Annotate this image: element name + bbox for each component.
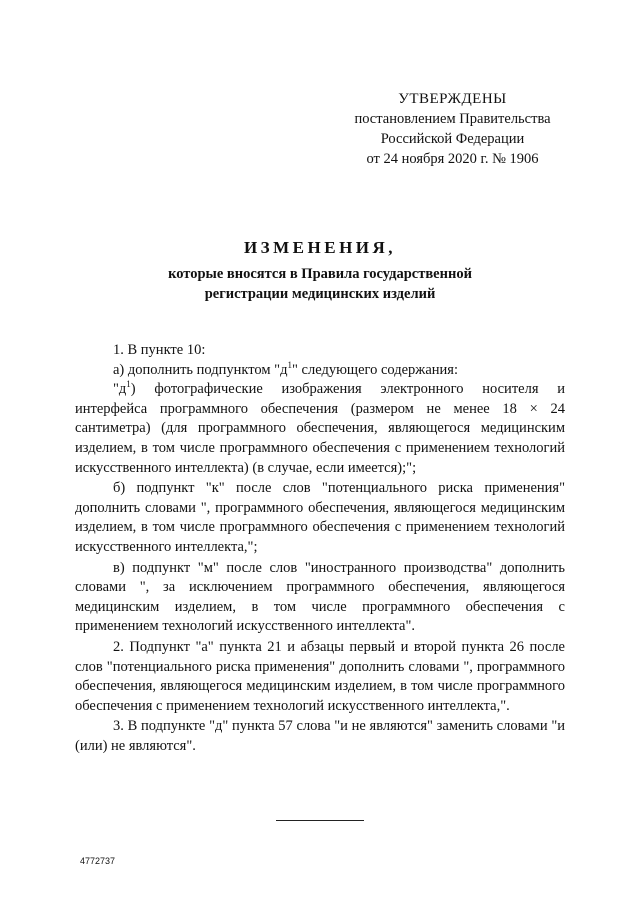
subtitle-line-2: регистрации медицинских изделий <box>204 286 436 302</box>
paragraph-d1-text: ) фотографические изображения электронного носителя и интерфейса программного обеспечения (размером не менее 18 × 24 сантиметра) (для программного обеспечения, являющегося медицинским изделием, в том числе программного обеспечения с применением технологий искусственного интеллекта) (в случае, если имеется);"; <box>75 381 565 476</box>
document-number: 4772737 <box>80 856 116 866</box>
paragraph-1a-text: а) дополнить подпунктом "д <box>113 361 288 378</box>
approval-block <box>330 89 575 169</box>
approval-line-1: постановлением Правительства <box>354 111 551 127</box>
paragraph-3: 3. В подпункте "д" пункта 57 слова "и не являются" заменить словами "и (или) не являются". <box>75 718 565 754</box>
approval-line-3: от 24 ноября 2020 г. № 1906 <box>366 151 539 167</box>
end-separator-line <box>276 820 364 821</box>
paragraph-d1 <box>75 380 565 478</box>
paragraph-1a-text-end: " следующего содержания: <box>291 361 458 378</box>
paragraph-1a <box>75 361 565 381</box>
superscript: 1 <box>287 359 292 370</box>
approval-line-2: Российской Федерации <box>380 131 525 147</box>
approval-heading: УТВЕРЖДЕНЫ <box>398 91 507 107</box>
paragraph-1b: б) подпункт "к" после слов "потенциального риска применения" дополнить словами ", программного обеспечения, являющегося медицинским изделием, в том числе программного обеспечения с применением технологий искусственного интеллекта,"; <box>75 480 565 555</box>
superscript: 1 <box>126 379 131 390</box>
subtitle-line-1: которые вносятся в Правила государственной <box>168 266 472 282</box>
paragraph-1: 1. В пункте 10: <box>113 342 206 358</box>
paragraph-2: 2. Подпункт "а" пункта 21 и абзацы первый и второй пункта 26 после слов "потенциального риска применения" дополнить словами ", программного обеспечения, являющегося медицинским изделием, в том числе программного обеспечения с применением технологий искусственного интеллекта,". <box>75 638 565 714</box>
document-body <box>75 341 565 756</box>
paragraph-1c: в) подпункт "м" после слов "иностранного производства" дополнить словами ", за исключением программного обеспечения, являющегося медицинским изделием, в том числе программного обеспечения с применением технологий искусственного интеллекта". <box>75 559 565 635</box>
paragraph-d1-start: "д <box>113 381 127 398</box>
document-title: ИЗМЕНЕНИЯ, <box>243 238 397 257</box>
document-subtitle <box>0 264 640 304</box>
